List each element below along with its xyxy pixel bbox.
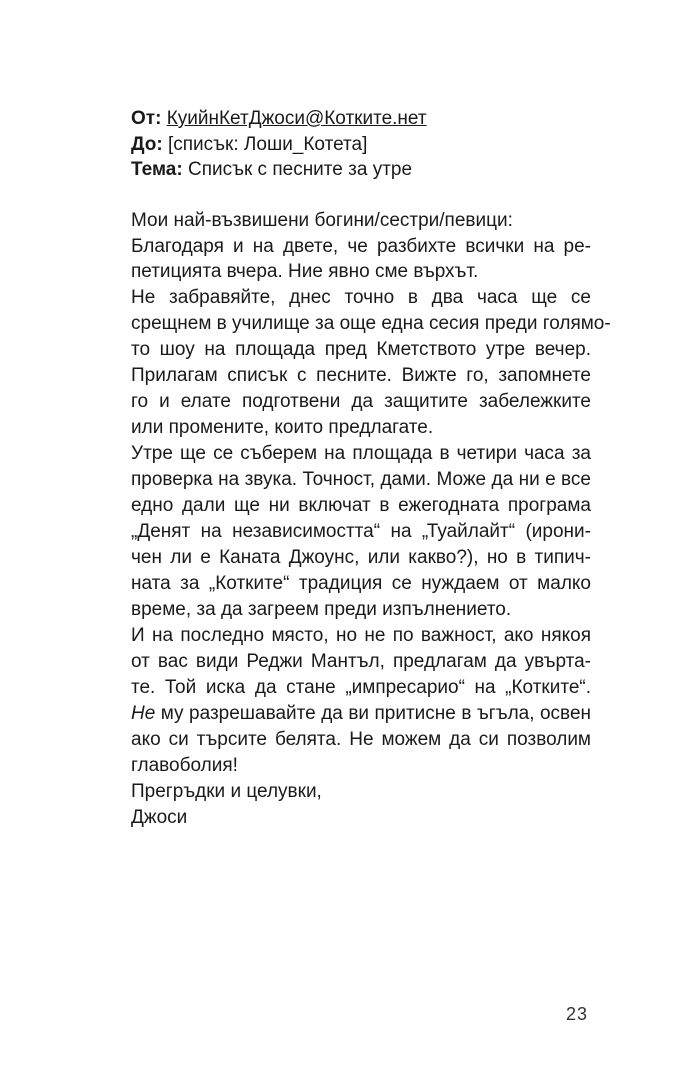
body-line: ако си търсите белята. Не можем да си позволим <box>131 729 591 750</box>
body-line: те. Той иска да стане „импресарио“ на „Котките“. <box>131 677 591 698</box>
body-line: Мои най-възвишени богини/сестри/певици: <box>131 210 513 231</box>
body-line: едно дали ще ни включат в ежегодната програма <box>131 495 591 516</box>
to-value: [списък: Лоши_Котета] <box>167 134 368 155</box>
body-line: то шоу на площада пред Кметството утре вечер. <box>131 339 591 360</box>
body-line: от вас види Реджи Мантъл, предлагам да увърта- <box>131 651 591 672</box>
body-line: Не забравяйте, днес точно в два часа ще се <box>131 287 591 308</box>
body-line: петицията вчера. Ние явно сме върхът. <box>131 261 479 282</box>
body-line: „Денят на независимостта“ на „Туайлайт“ (ирони- <box>131 521 591 542</box>
emphasis-ne: Не <box>131 703 156 724</box>
body-line: проверка на звука. Точност, дами. Може да ни е все <box>131 469 591 490</box>
from-label: От: <box>131 108 162 129</box>
body-line: И на последно място, но не по важност, ако някоя <box>131 625 591 646</box>
body-line: ната за „Котките“ традиция се нуждаем от малко <box>131 573 591 594</box>
body-line: Не му разрешавайте да ви притисне в ъгъла, освен <box>131 703 591 724</box>
subject-value: Списък с песните за утре <box>187 159 413 180</box>
body-line: чен ли е Каната Джоунс, или какво?), но в типич- <box>131 547 591 568</box>
body-line: или промените, които предлагате. <box>131 417 434 438</box>
email-subject-line <box>131 158 591 182</box>
page-number: 23 <box>566 1004 589 1024</box>
body-line: време, за да загреем преди изпълнението. <box>131 599 512 620</box>
to-label: До: <box>131 134 163 155</box>
from-email-link[interactable]: КуийнКетДжоси@Котките.нет <box>166 108 427 129</box>
body-line: Благодаря и на двете, че разбихте всички на ре- <box>131 236 591 257</box>
body-line: Прилагам списък с песните. Вижте го, запомнете <box>131 365 591 386</box>
body-line: Утре ще се съберем на площада в четири часа за <box>131 443 591 464</box>
body-line: срещнем в училище за още една сесия преди голямо- <box>131 313 611 334</box>
email-to-line <box>131 133 591 157</box>
closing-line: Прегръдки и целувки, <box>131 781 322 802</box>
body-line: главоболия! <box>131 755 238 776</box>
signature: Джоси <box>131 807 188 828</box>
email-from-line <box>131 107 591 131</box>
body-line: го и елате подготвени да защитите забележките <box>131 391 591 412</box>
subject-label: Тема: <box>131 159 183 180</box>
